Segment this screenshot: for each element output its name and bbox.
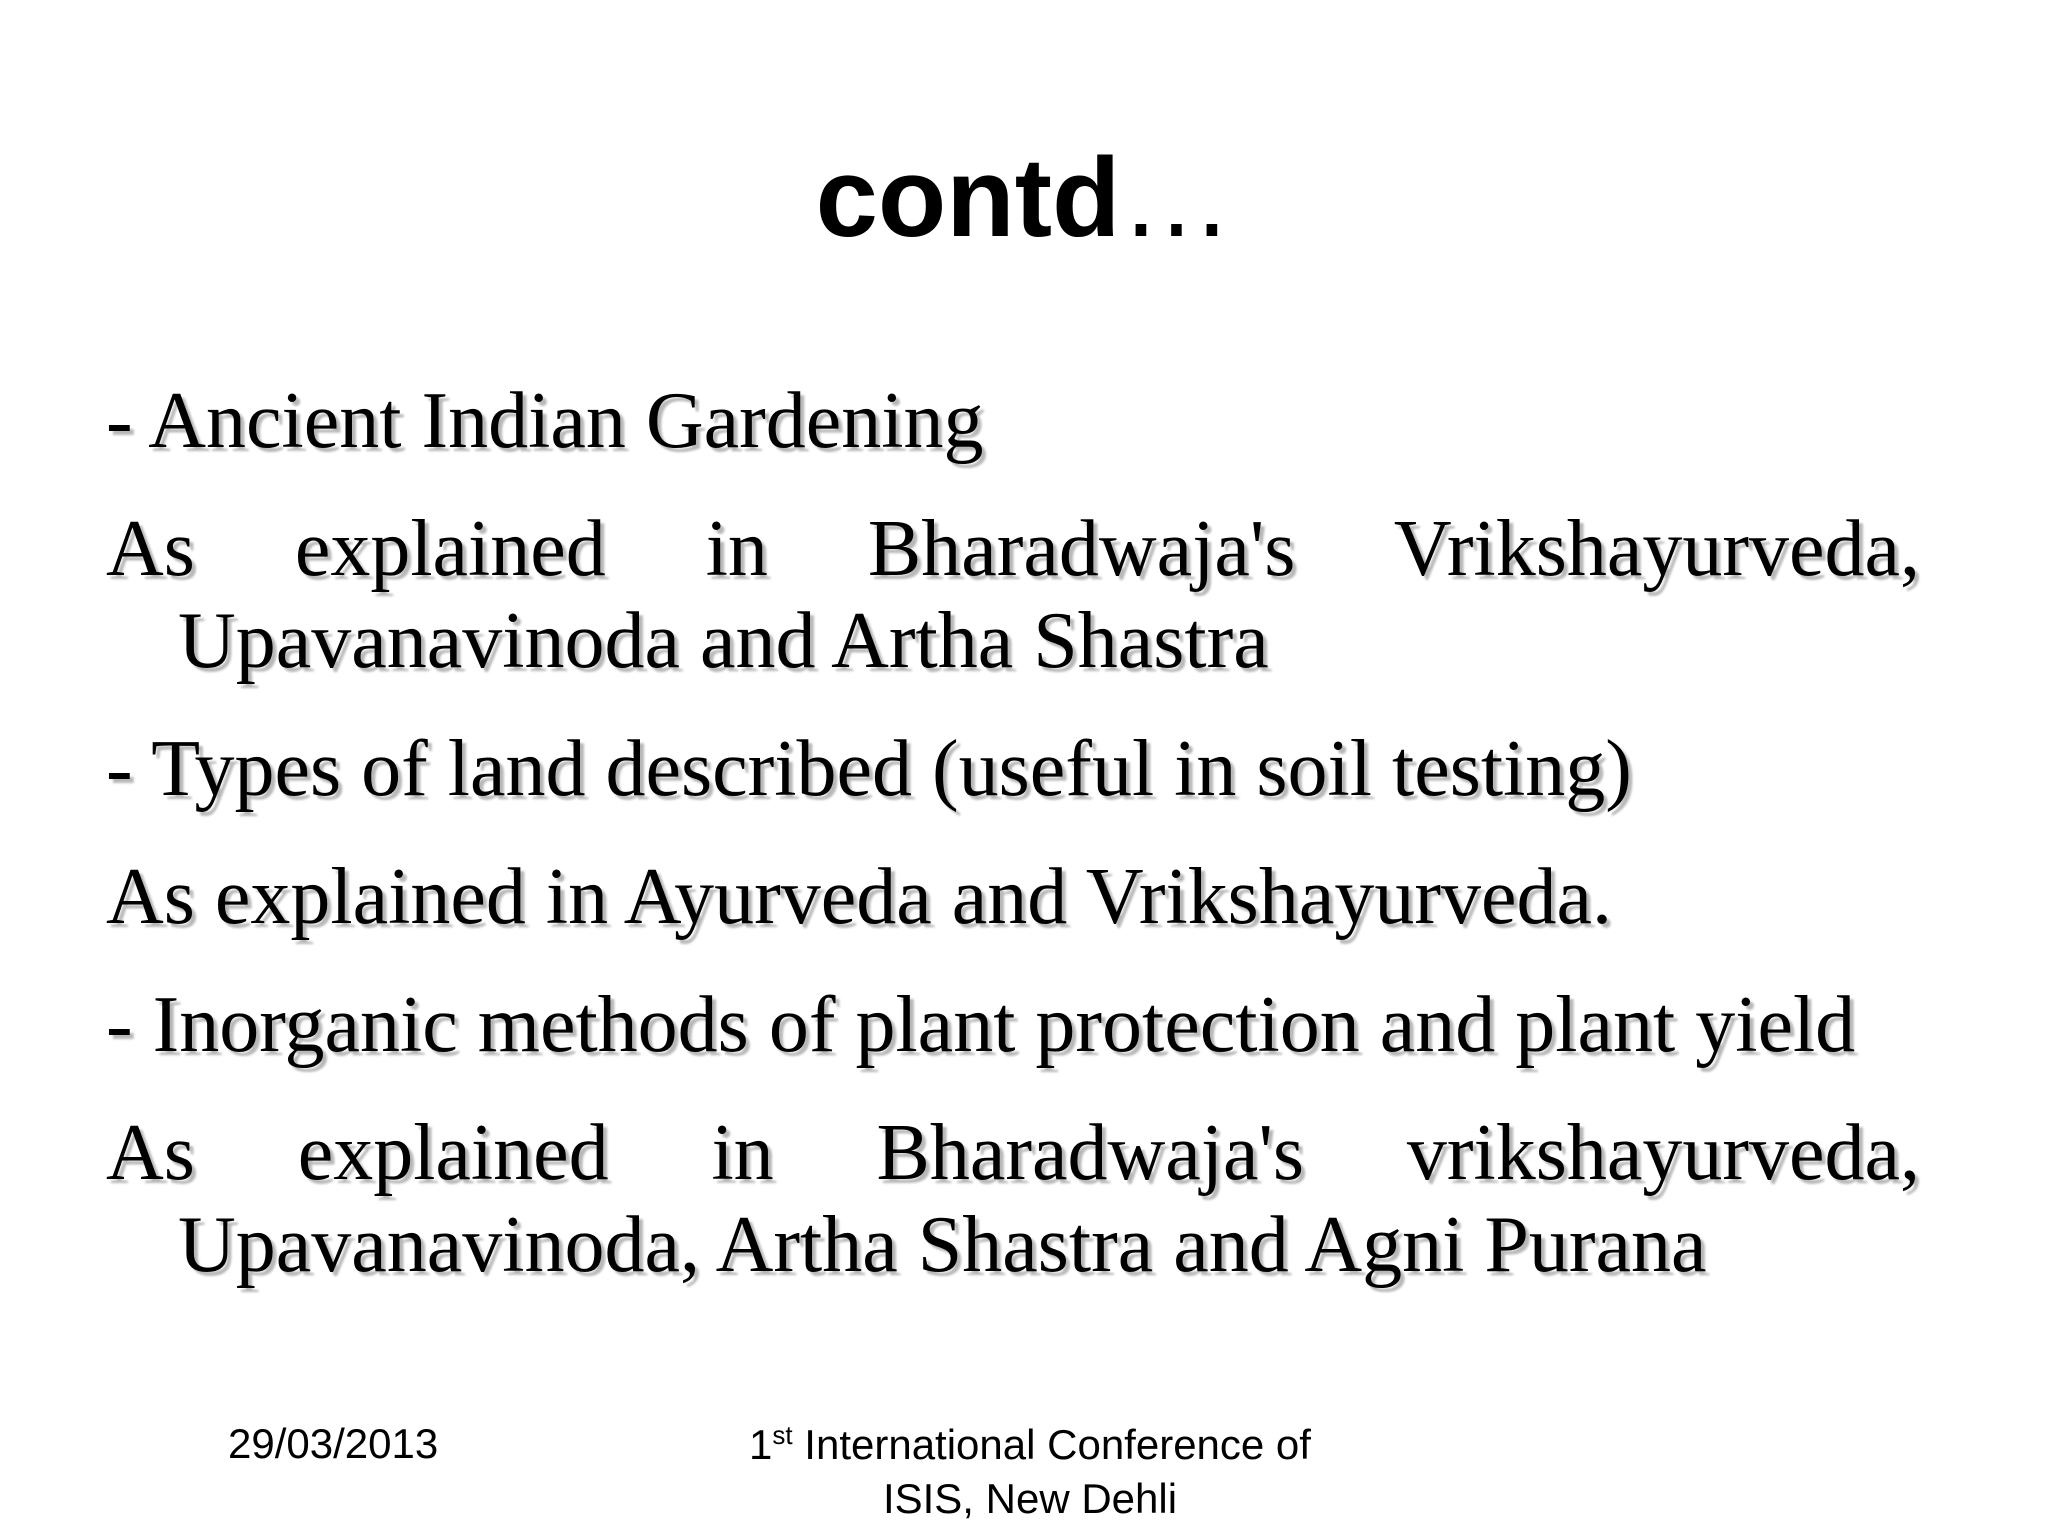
conference-name-line1: International Conference of — [792, 1421, 1311, 1468]
bullet-inorganic-methods: - Inorganic methods of plant protection and plant yield — [106, 981, 1856, 1069]
bullet-ancient-gardening: - Ancient Indian Gardening — [106, 377, 984, 465]
slide-title — [0, 128, 2048, 268]
explanation-inorganic: As explained in Bharadwaja's vrikshayurveda, Upavanavinoda, Artha Shastra and Agni Purana — [106, 1109, 1920, 1289]
title-bold-text: contd — [815, 135, 1121, 260]
footer-date: 29/03/2013 — [228, 1420, 439, 1467]
bullet-types-of-land: - Types of land described (useful in soil testing) — [106, 725, 1632, 813]
conference-name-line2: ISIS, New Dehli — [882, 1475, 1178, 1522]
explanation-land: As explained in Ayurveda and Vrikshayurveda. — [106, 853, 1612, 941]
footer-conference — [700, 1418, 1360, 1526]
slide-body — [106, 375, 1920, 1327]
title-ellipsis: … — [1120, 135, 1233, 260]
explanation-gardening: As explained in Bharadwaja's Vrikshayurveda, Upavanavinoda and Artha Shastra — [106, 505, 1920, 685]
conference-ordinal-suffix: st — [772, 1420, 793, 1450]
conference-ordinal-number: 1 — [749, 1421, 773, 1468]
